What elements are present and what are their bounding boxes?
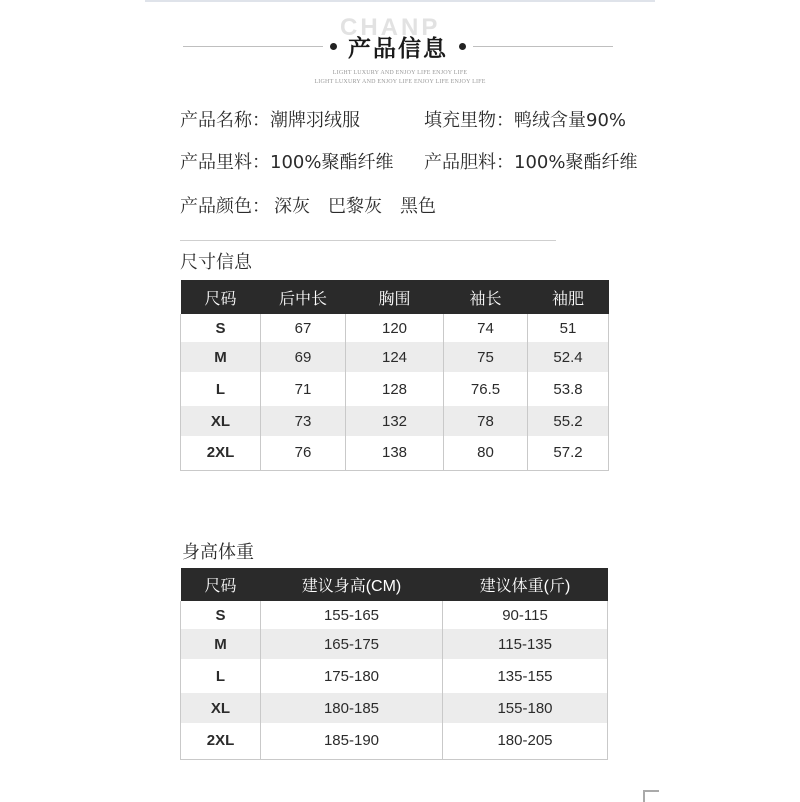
table-row	[181, 314, 609, 342]
color-option: 深灰	[274, 196, 310, 217]
table-cell: 69	[261, 342, 346, 372]
size-cell: 2XL	[181, 723, 261, 759]
table-cell: 138	[346, 436, 444, 470]
table-cell: 180-205	[443, 723, 608, 759]
table-cell: 75	[444, 342, 528, 372]
color-option: 黑色	[400, 196, 436, 217]
table-row	[181, 601, 608, 629]
size-section-title: 尺寸信息	[180, 252, 252, 273]
table-cell: 76	[261, 436, 346, 470]
table-row	[181, 406, 609, 436]
table-row	[181, 342, 609, 372]
title-rule-right	[473, 46, 613, 47]
size-cell: S	[181, 314, 261, 342]
header-cell: 建议身高(CM)	[261, 568, 443, 601]
table-cell: 53.8	[528, 372, 609, 406]
height-weight-table	[180, 568, 608, 760]
header-cell: 袖肥	[528, 280, 609, 314]
top-divider	[145, 0, 655, 2]
table-cell: 132	[346, 406, 444, 436]
table-cell: 120	[346, 314, 444, 342]
shell-value: 100%聚酯纤维	[514, 152, 638, 173]
product-lining	[180, 148, 393, 174]
size-cell: XL	[181, 693, 261, 723]
table-cell: 73	[261, 406, 346, 436]
table-cell: 165-175	[261, 629, 443, 659]
color-option: 巴黎灰	[328, 196, 382, 217]
section-header	[183, 30, 613, 64]
size-table	[180, 280, 609, 471]
size-cell: XL	[181, 406, 261, 436]
header-cell: 尺码	[181, 568, 261, 601]
product-filling	[424, 106, 626, 132]
header-cell: 后中长	[261, 280, 346, 314]
header-cell: 袖长	[444, 280, 528, 314]
table-cell: 128	[346, 372, 444, 406]
brand-watermark: CHANP	[340, 14, 441, 41]
size-cell: M	[181, 629, 261, 659]
lining-value: 100%聚酯纤维	[270, 152, 394, 173]
product-name-label: 产品名称：	[180, 110, 270, 131]
table-cell: 76.5	[444, 372, 528, 406]
table-cell: 155-165	[261, 601, 443, 629]
size-cell: L	[181, 372, 261, 406]
table-cell: 175-180	[261, 659, 443, 693]
table-row	[181, 629, 608, 659]
color-label: 产品颜色：	[180, 196, 270, 217]
table-cell: 78	[444, 406, 528, 436]
size-table-header	[181, 280, 609, 314]
table-cell: 135-155	[443, 659, 608, 693]
shell-label: 产品胆料：	[424, 152, 514, 173]
table-cell: 185-190	[261, 723, 443, 759]
table-cell: 90-115	[443, 601, 608, 629]
header-cell: 建议体重(斤)	[443, 568, 608, 601]
table-cell: 80	[444, 436, 528, 470]
table-row	[181, 693, 608, 723]
product-shell	[424, 148, 637, 174]
slogan-line-1: LIGHT LUXURY AND ENJOY LIFE ENJOY LIFE	[332, 70, 468, 76]
section-divider	[180, 240, 556, 241]
table-cell: 155-180	[443, 693, 608, 723]
table-row	[181, 372, 609, 406]
body-section-title: 身高体重	[182, 542, 254, 563]
table-row	[181, 723, 608, 759]
table-row	[181, 659, 608, 693]
table-cell: 115-135	[443, 629, 608, 659]
table-cell: 51	[528, 314, 609, 342]
table-cell: 180-185	[261, 693, 443, 723]
slogan-line-2: LIGHT LUXURY AND ENJOY LIFE ENJOY LIFE ENJOY LIFE	[314, 79, 486, 85]
table-row	[181, 436, 609, 470]
title-dot-right	[459, 43, 466, 50]
lining-label: 产品里料：	[180, 152, 270, 173]
size-cell: 2XL	[181, 436, 261, 470]
page-title: 产品信息	[348, 36, 448, 62]
table-cell: 55.2	[528, 406, 609, 436]
table-cell: 71	[261, 372, 346, 406]
table-cell: 74	[444, 314, 528, 342]
size-cell: S	[181, 601, 261, 629]
body-table-header	[181, 568, 608, 601]
header-cell: 胸围	[346, 280, 444, 314]
filling-value: 鸭绒含量90%	[514, 110, 627, 131]
table-cell: 52.4	[528, 342, 609, 372]
product-name	[180, 106, 360, 132]
product-colors	[180, 192, 436, 218]
size-cell: M	[181, 342, 261, 372]
filling-label: 填充里物：	[424, 110, 514, 131]
size-cell: L	[181, 659, 261, 693]
table-cell: 67	[261, 314, 346, 342]
corner-mark	[643, 790, 659, 802]
header-cell: 尺码	[181, 280, 261, 314]
product-name-value: 潮牌羽绒服	[270, 110, 360, 131]
table-cell: 124	[346, 342, 444, 372]
table-cell: 57.2	[528, 436, 609, 470]
